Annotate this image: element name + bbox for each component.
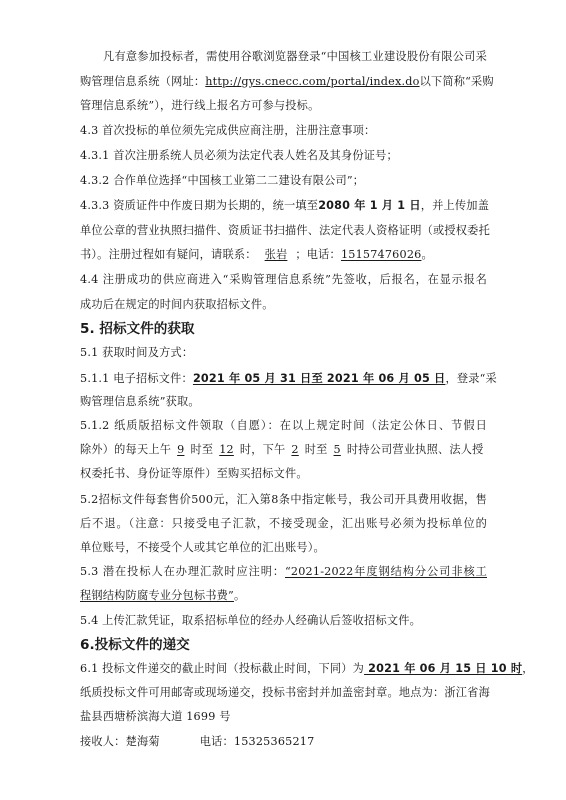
- pm-end: 5: [333, 443, 341, 456]
- clause-text: 。: [421, 248, 433, 261]
- am-end: 12: [219, 443, 234, 456]
- clause-text: 6.1 投标文件递交的截止时间（投标截止时间，下同）为: [80, 662, 365, 675]
- clause-4-3-1: 4.3.1 首次注册系统人员必须为法定代表人姓名及其身份证号；: [80, 149, 398, 162]
- intro-text: 以下简称“采购: [419, 75, 494, 88]
- clause-text: ；电话：: [295, 248, 341, 261]
- clause-5-1: 5.1 获取时间及方式：: [80, 346, 194, 359]
- clause-4-3-3-line-2: 单位公章的营业执照扫描件、资质证书扫描件、法定代表人资格证明（或授权委托: [80, 224, 490, 237]
- clause-5-1-2-line-2: [80, 443, 484, 457]
- clause-5-2-line-3: 单位账号，不接受个人或其它单位的汇出账号）。: [80, 541, 325, 554]
- clause-text: 4.3.3 资质证件中作废日期为长期的，统一填至: [80, 199, 319, 212]
- receiver-phone-label: 电话：: [199, 735, 234, 748]
- receiver-phone: 15325365217: [233, 735, 315, 748]
- clause-text: 除外）的每天上午: [80, 443, 172, 456]
- clause-text: 时，下午: [239, 443, 286, 456]
- intro-line-1: 凡有意参加投标者，需使用谷歌浏览器登录“中国核工业建设股份有限公司采: [103, 50, 487, 63]
- expiry-date: 2080 年 1 月 1 日: [318, 199, 421, 212]
- clause-5-1-2-line-3: 权委托书、身份证等原件）至购买招标文件。: [80, 467, 308, 480]
- contact-name: 张岩: [264, 248, 288, 261]
- procurement-url-link[interactable]: http://gys.cnecc.com/portal/index.do: [205, 75, 420, 88]
- clause-6-1-line-2: 纸质投标文件可用邮寄或现场递交，投标书密封并加盖密封章。地点为：浙江省海: [80, 686, 490, 699]
- clause-5-4: 5.4 上传汇款凭证，取系招标单位的经办人经确认后签收招标文件。: [80, 614, 421, 627]
- clause-text: ，登录“采: [445, 372, 497, 385]
- pm-start: 2: [291, 443, 299, 456]
- clause-5-2-line-1: 5.2招标文件每套售价500元，汇入第8条中指定帐号，我公司开具费用收据，售: [80, 493, 487, 506]
- am-start: 9: [177, 443, 185, 456]
- clause-4-4-line-2: 成功后在规定的时间内获取招标文件。: [80, 298, 274, 311]
- remittance-note: “2021-2022年度钢结构分公司非核工: [285, 565, 487, 578]
- clause-text: 时至: [190, 443, 214, 456]
- clause-text: 。: [233, 589, 246, 602]
- intro-line-3: 管理信息系统”），进行线上报名方可参与投标。: [80, 99, 320, 112]
- clause-5-3-line-2: [80, 589, 245, 603]
- receiver-name: 楚海菊: [125, 735, 160, 748]
- clause-4-3-2: 4.3.2 合作单位选择“中国核工业第二二建设有限公司”；: [80, 174, 365, 187]
- electronic-period: 2021 年 05 月 31 日至 2021 年 06 月 05 日: [192, 372, 446, 385]
- remittance-note-cont: 程钢结构防腐专业分包标书费”: [80, 589, 234, 602]
- intro-line-2: [80, 75, 494, 89]
- section-5-heading: 5. 招标文件的获取: [80, 321, 195, 337]
- submission-deadline: 2021 年 06 月 15 日 10 时: [364, 662, 523, 675]
- clause-text: 时持公司营业执照、法人授: [346, 443, 484, 456]
- clause-5-1-1-line-2: 购管理信息系统”获取。: [80, 395, 200, 408]
- clause-5-3-line-1: [80, 565, 487, 579]
- clause-text: 5.1.1 电子招标文件：: [80, 372, 193, 385]
- clause-text: ，: [522, 662, 534, 675]
- contact-phone: 15157476026: [340, 248, 422, 261]
- clause-6-1-line-1: [80, 662, 534, 676]
- clause-text: 书）。注册过程如有疑问，请联系：: [80, 248, 257, 261]
- receiver-label: 接收人：: [80, 735, 126, 748]
- clause-4-3: 4.3 首次投标的单位须先完成供应商注册，注册注意事项：: [80, 124, 376, 137]
- clause-text: 时至: [304, 443, 328, 456]
- clause-text: ，并上传加盖: [420, 199, 490, 212]
- clause-5-1-1-line-1: [80, 372, 497, 386]
- intro-text: 购管理信息系统（网址：: [80, 75, 206, 88]
- section-6-heading: 6.投标文件的递交: [80, 637, 190, 653]
- clause-5-1-2-line-1: 5.1.2 纸质版招标文件领取（自愿）：在以上规定时间（法定公休日、节假日: [80, 419, 487, 432]
- clause-4-3-3-line-1: [80, 199, 490, 213]
- clause-6-1-line-3: 盐县西塘桥滨海大道 1699 号: [80, 710, 231, 723]
- clause-text: 5.3 潜在投标人在办理汇款时应注明：: [80, 565, 285, 578]
- clause-4-4-line-1: 4.4 注册成功的供应商进入“采购管理信息系统”先签收，后报名，在显示报名: [80, 273, 487, 286]
- receiver-line: [80, 735, 314, 749]
- clause-5-2-line-2: 后不退。（注意：只接受电子汇款，不接受现金，汇出账号必须为投标单位的: [80, 517, 487, 530]
- clause-4-3-3-line-3: [80, 248, 433, 262]
